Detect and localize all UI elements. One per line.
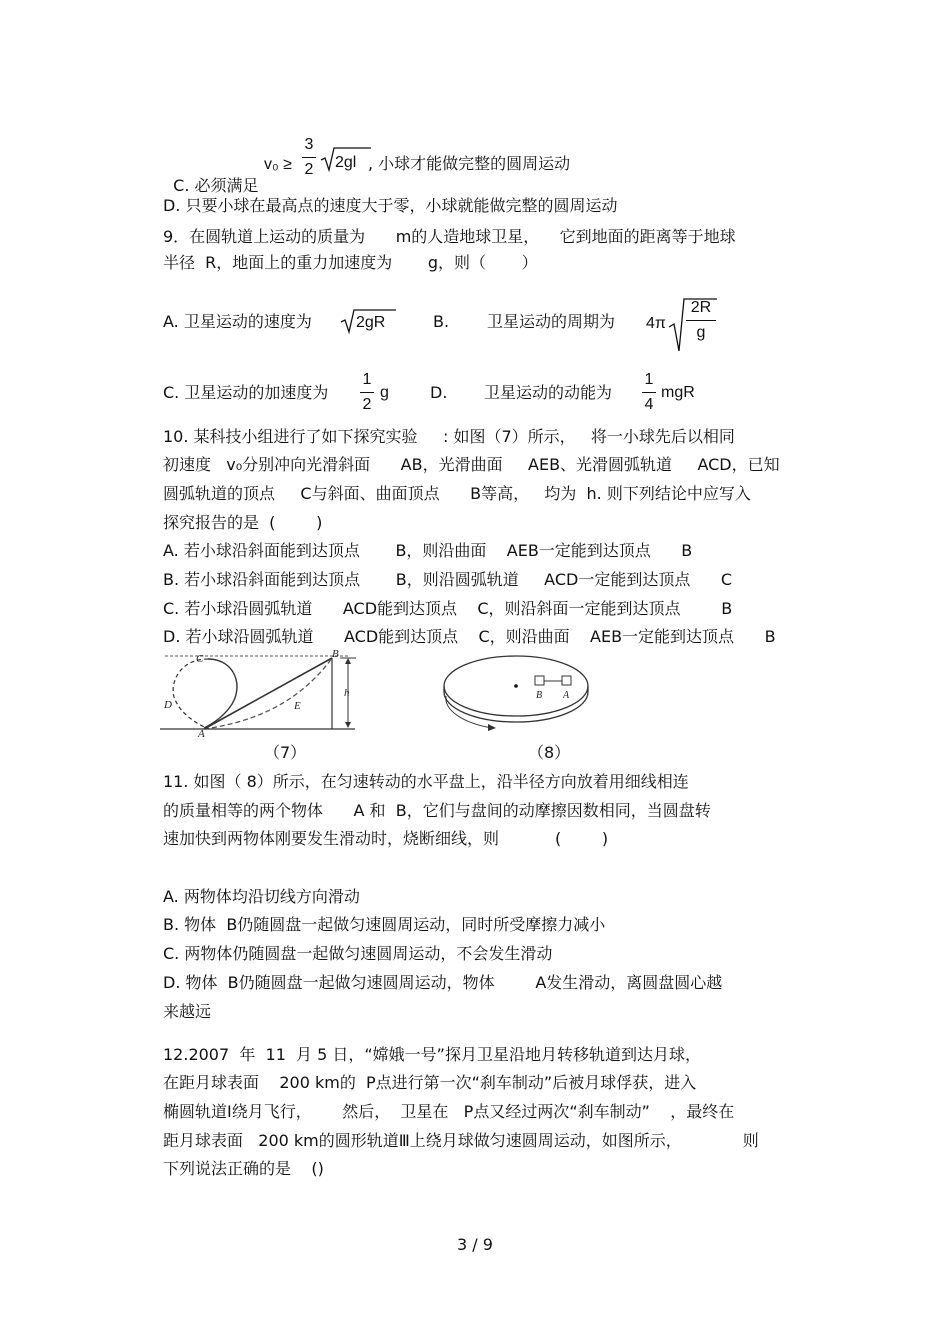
q9-option-d-text: 卫星运动的动能为	[484, 383, 613, 402]
q10-option-b: B. 若小球沿斜面能到达顶点 B，则沿圆弧轨道 ACD一定能到达顶点 C	[163, 570, 733, 589]
q11-option-b: B. 物体 B仍随圆盘一起做匀速圆周运动，同时所受摩擦力减小	[163, 915, 606, 934]
q12-stem-line5: 下列说法正确的是 ()	[163, 1159, 324, 1178]
q11-option-d-line2: 来越远	[163, 1002, 212, 1021]
fraction-denominator: 2	[362, 396, 372, 413]
q8-c-suffix: , 小球才能做完整的圆周运动	[368, 154, 571, 173]
q9-a-sqrt-content: 2gR	[356, 314, 386, 331]
sqrt-sign-icon	[669, 297, 685, 353]
q10-stem-line2: 初速度 v₀分别冲向光滑斜面 AB，光滑曲面 AEB、光滑圆弧轨道 ACD，已知	[163, 455, 780, 474]
q9-b-coef: 4π	[646, 315, 666, 332]
fraction-denominator: g	[696, 324, 706, 341]
q8-c-prefix: C. 必须满足	[173, 176, 259, 195]
q12-stem-line1: 12.2007 年 11 月 5 日，“嫦娥一号”探月卫星沿地月转移轨道到达月球，	[163, 1045, 701, 1064]
fraction-numerator: 3	[304, 136, 314, 153]
fraction-numerator: 1	[362, 371, 372, 388]
q10-option-d: D. 若小球沿圆弧轨道 ACD能到达顶点 C，则沿曲面 AEB一定能到达顶点 B	[163, 627, 776, 646]
q11-stem-line2: 的质量相等的两个物体 A 和 B，它们与盘间的动摩擦因数相同，当圆盘转	[163, 801, 711, 820]
q9-option-b-label: B.	[433, 312, 450, 331]
fig8-label-a: A	[563, 690, 570, 701]
fraction-numerator: 1	[644, 371, 654, 388]
sqrt-sign-icon	[321, 146, 335, 172]
q10-option-a: A. 若小球沿斜面能到达顶点 B，则沿曲面 AEB一定能到达顶点 B	[163, 541, 693, 560]
fig7-label-d: D	[164, 699, 172, 711]
fig7-label-a: A	[198, 728, 205, 740]
q11-stem-line1: 11. 如图（ 8）所示，在匀速转动的水平盘上，沿半径方向放着用细线相连	[163, 772, 689, 791]
q9-b-fraction	[686, 298, 716, 343]
page-number: 3 / 9	[457, 1235, 493, 1254]
fig7-label-h: h	[344, 687, 350, 699]
q8-option-d: D. 只要小球在最高点的速度大于零，小球就能做完整的圆周运动	[163, 196, 618, 215]
q10-stem-line3: 圆弧轨道的顶点 C与斜面、曲面顶点 B等高， 均为 h. 则下列结论中应写入	[163, 484, 751, 503]
q9-option-b-text: 卫星运动的周期为	[487, 312, 616, 331]
fraction-denominator: 4	[644, 396, 654, 413]
q10-stem-line4: 探究报告的是 ( )	[163, 513, 323, 532]
q9-option-d-label: D.	[430, 383, 448, 402]
q9-stem-line2: 半径 R，地面上的重力加速度为 g，则（ ）	[163, 253, 538, 272]
q12-stem-line4: 距月球表面 200 km的圆形轨道Ⅲ上绕月球做匀速圆周运动，如图所示， 则	[163, 1131, 759, 1150]
figure-7-caption: （7）	[264, 743, 307, 762]
fig7-label-c: C	[196, 653, 204, 665]
q8-c-fraction	[302, 135, 316, 180]
fig7-label-e: E	[294, 700, 301, 712]
sqrt-sign-icon	[341, 308, 355, 334]
q10-stem-line1: 10. 某科技小组进行了如下探究实验 : 如图（7）所示， 将一小球先后以相同	[163, 427, 735, 446]
figure-8-diagram	[440, 652, 600, 734]
q11-option-d-line1: D. 物体 B仍随圆盘一起做匀速圆周运动，物体 A发生滑动，离圆盘圆心越	[163, 973, 723, 992]
q9-d-mgr: mgR	[661, 384, 695, 401]
fig7-label-b: B	[332, 648, 339, 660]
q9-stem-line1: 9．在圆轨道上运动的质量为 m的人造地球卫星， 它到地面的距离等于地球	[163, 227, 736, 246]
figure-7-diagram	[160, 648, 360, 740]
q9-option-c-text: C. 卫星运动的加速度为	[163, 383, 329, 402]
q11-stem-line3: 速加快到两物体刚要发生滑动时，烧断细线，则 ( )	[163, 829, 609, 848]
q10-option-c: C. 若小球沿圆弧轨道 ACD能到达顶点 C，则沿斜面一定能到达顶点 B	[163, 599, 733, 618]
q12-stem-line3: 椭圆轨道Ⅰ绕月飞行， 然后， 卫星在 P点又经过两次“刹车制动” ，最终在	[163, 1102, 735, 1121]
fig8-label-b: B	[536, 690, 543, 701]
q11-option-c: C. 两物体仍随圆盘一起做匀速圆周运动，不会发生滑动	[163, 944, 553, 963]
q9-c-fraction	[360, 370, 374, 415]
q8-c-v0: v₀ ≥	[264, 156, 292, 173]
q9-option-a-text: A. 卫星运动的速度为	[163, 312, 312, 331]
fraction-denominator: 2	[304, 161, 314, 178]
q8-option-c	[163, 153, 259, 197]
q9-d-fraction	[642, 370, 656, 415]
q9-c-g: g	[380, 384, 389, 401]
q11-option-a: A. 两物体均沿切线方向滑动	[163, 887, 360, 906]
q12-stem-line2: 在距月球表面 200 km的 P点进行第一次“刹车制动”后被月球俘获，进入	[163, 1073, 697, 1092]
fraction-numerator: 2R	[690, 299, 712, 316]
figure-8-caption: （8）	[528, 743, 571, 762]
q8-c-sqrt-content: 2gl	[335, 154, 357, 171]
